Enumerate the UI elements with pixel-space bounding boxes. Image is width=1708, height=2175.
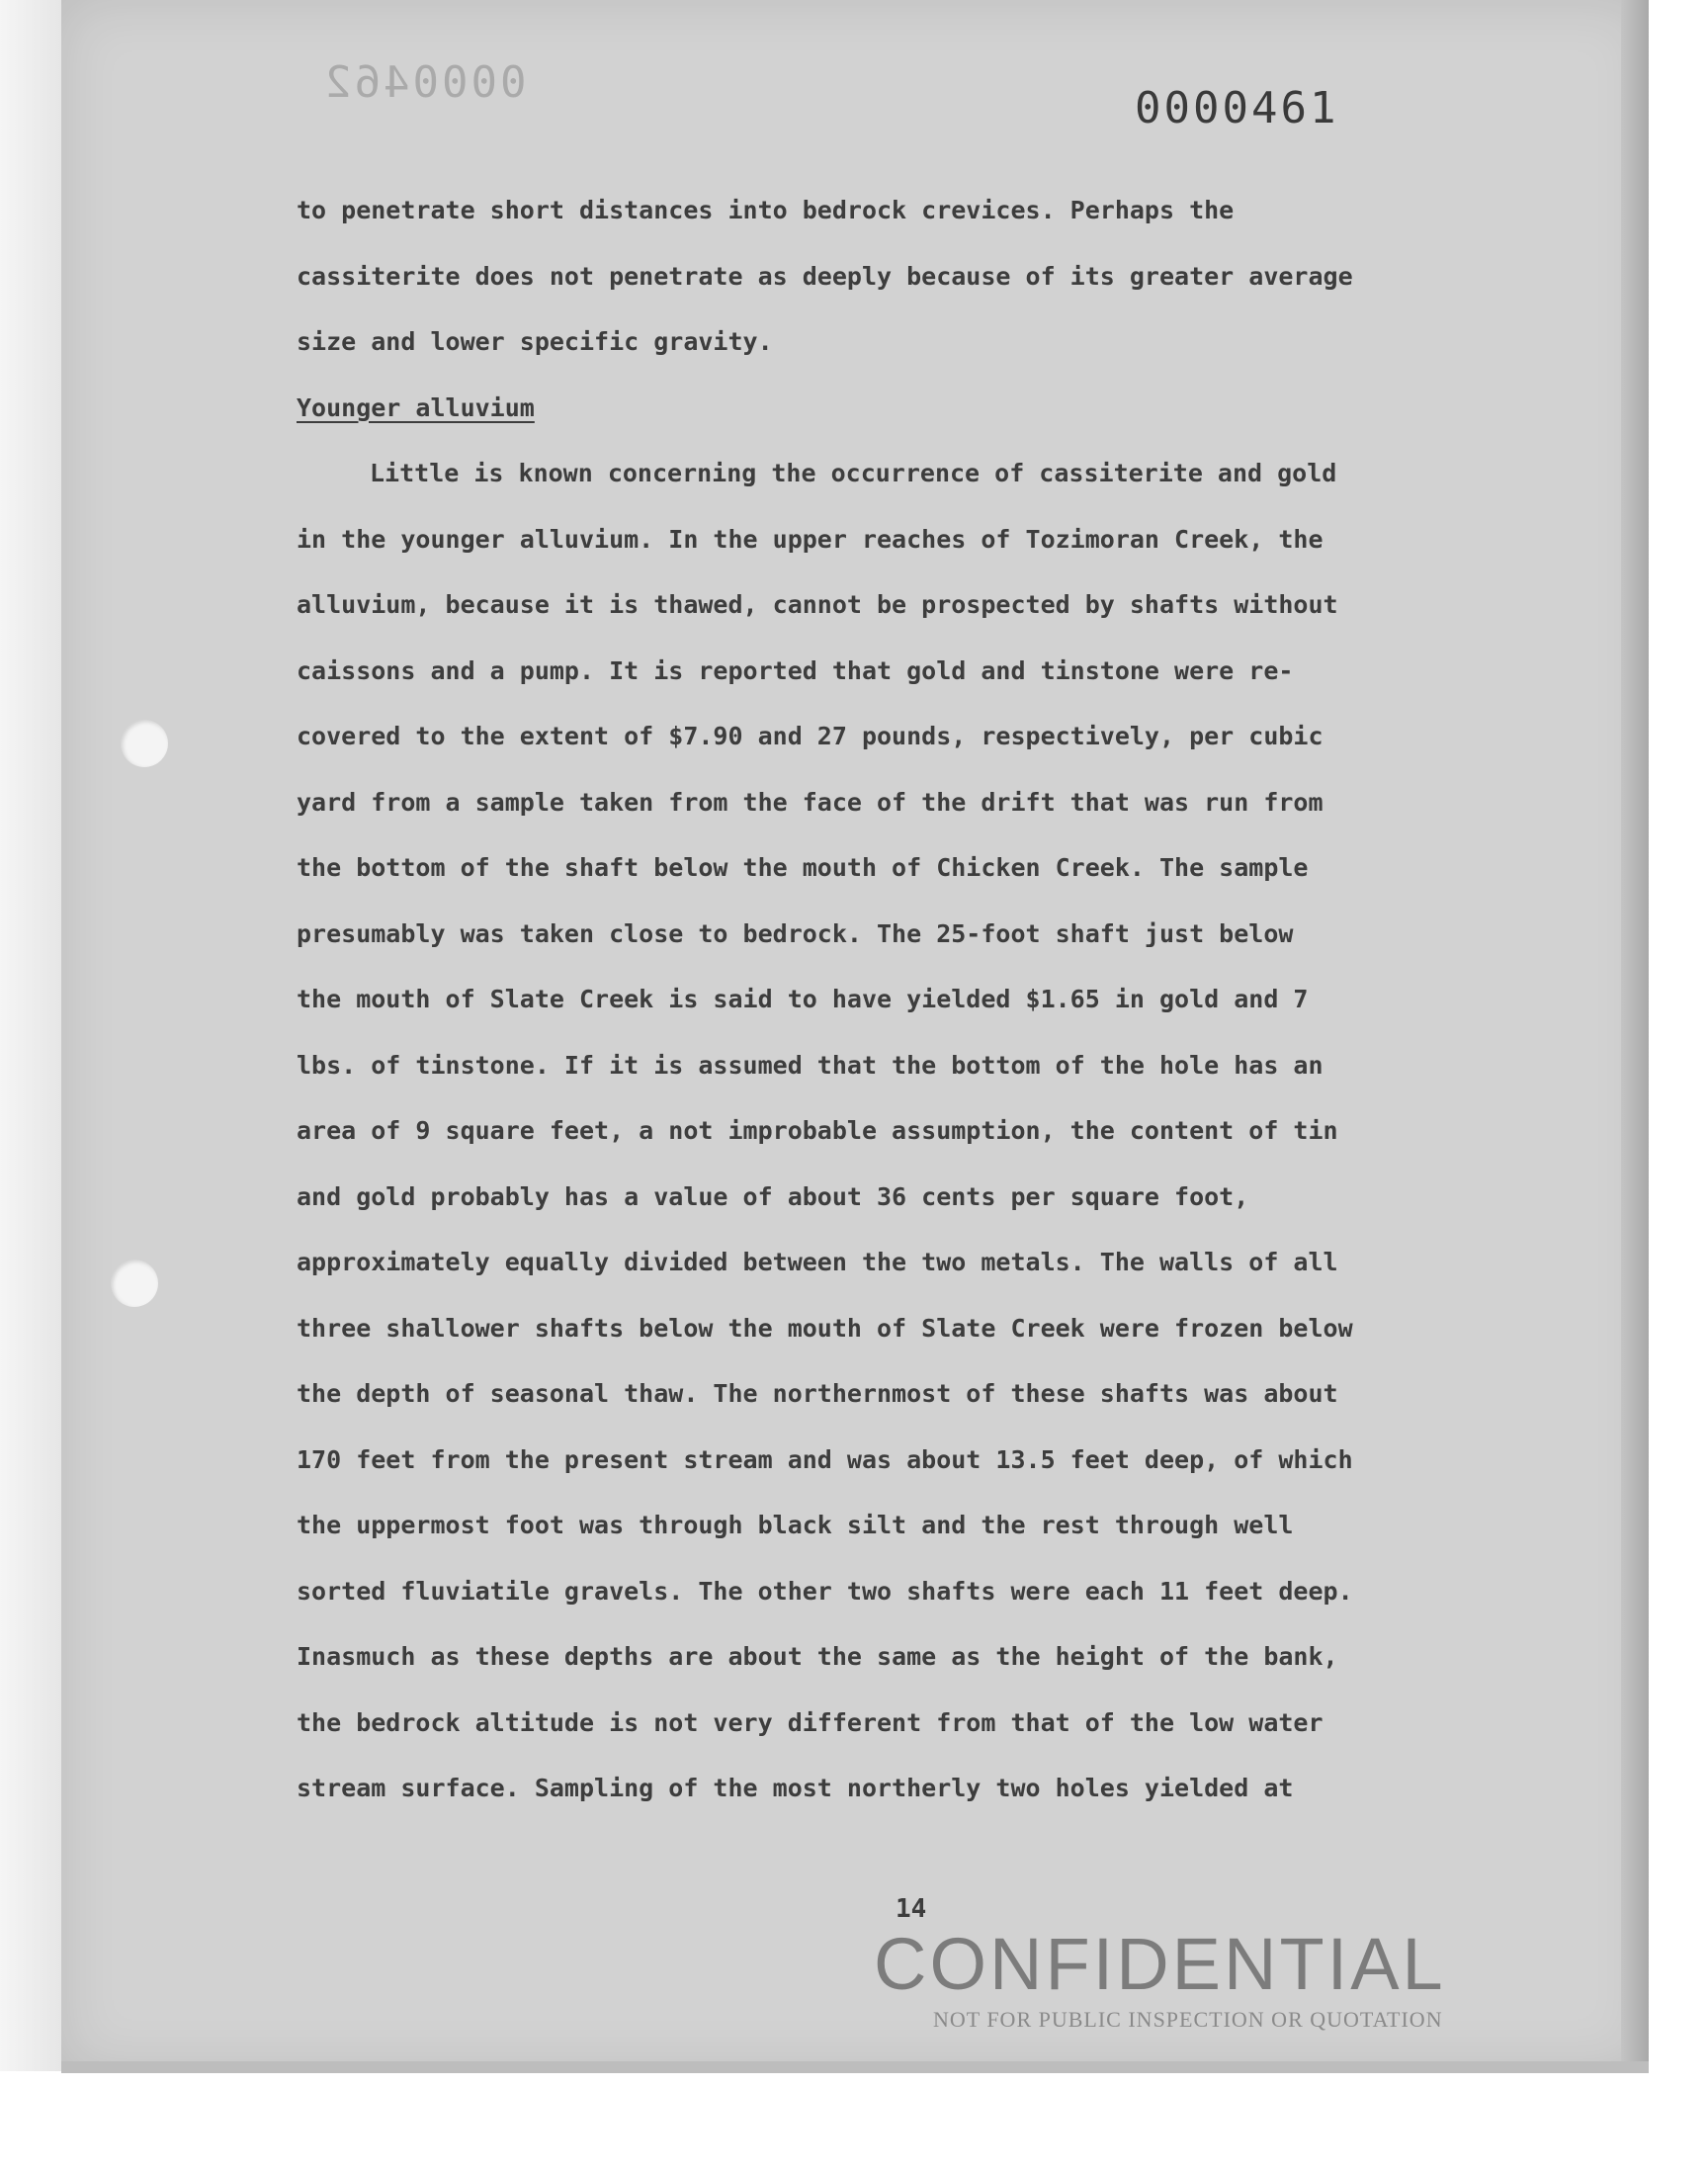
section-heading: Younger alluvium — [297, 392, 535, 422]
text-line: the bottom of the shaft below the mouth of Chicken Creek. The sample — [297, 853, 1309, 882]
confidential-stamp: CONFIDENTIAL — [874, 1923, 1446, 2005]
text-line: Little is known concerning the occurrence of cassiterite and gold — [370, 459, 1337, 487]
text-line: the mouth of Slate Creek is said to have yielded $1.65 in gold and 7 — [297, 985, 1309, 1013]
text-line: the bedrock altitude is not very different from that of the low water — [297, 1707, 1324, 1737]
document-number: 0000461 — [1135, 83, 1339, 133]
punch-hole-upper — [121, 720, 168, 767]
text-line: covered to the extent of $7.90 and 27 pounds, respectively, per cubic — [297, 722, 1324, 750]
punch-hole-lower — [111, 1260, 158, 1307]
page-number: 14 — [896, 1894, 927, 1924]
text-line: approximately equally divided between the two metals. The walls of all — [297, 1248, 1338, 1276]
text-line: alluvium, because it is thawed, cannot be prospected by shafts without — [297, 590, 1338, 619]
confidential-stamp-subtitle: NOT FOR PUBLIC INSPECTION OR QUOTATION — [933, 2007, 1443, 2032]
text-line: area of 9 square feet, a not improbable assumption, the content of tin — [297, 1116, 1338, 1145]
text-line: 170 feet from the present stream and was about 13.5 feet deep, of which — [297, 1444, 1353, 1474]
text-line: caissons and a pump. It is reported that gold and tinstone were re- — [297, 655, 1294, 685]
text-line: size and lower specific gravity. — [297, 327, 773, 356]
paper-bottom-edge — [61, 2061, 1649, 2073]
text-line: the depth of seasonal thaw. The northernmost of these shafts was about — [297, 1379, 1338, 1408]
text-line: Inasmuch as these depths are about the same as the height of the bank, — [297, 1642, 1338, 1671]
text-line: to penetrate short distances into bedrock crevices. Perhaps the — [297, 196, 1235, 224]
text-line: sorted fluviatile gravels. The other two shafts were each 11 feet deep. — [297, 1576, 1353, 1606]
bleed-through-stamp: 0000462 — [322, 57, 527, 108]
text-line: and gold probably has a value of about 36 cents per square foot, — [297, 1181, 1249, 1211]
text-line: three shallower shafts below the mouth of Slate Creek were frozen below — [297, 1313, 1353, 1343]
text-line: in the younger alluvium. In the upper reaches of Tozimoran Creek, the — [297, 524, 1324, 554]
scanner-margin — [0, 0, 61, 2071]
body-text — [297, 178, 1483, 1822]
text-line: the uppermost foot was through black silt and the rest through well — [297, 1511, 1294, 1539]
text-line: stream surface. Sampling of the most northerly two holes yielded at — [297, 1774, 1294, 1802]
text-line: yard from a sample taken from the face of the drift that was run from — [297, 787, 1324, 817]
text-line: presumably was taken close to bedrock. The 25-foot shaft just below — [297, 918, 1294, 948]
paper-edge-shadow — [1621, 0, 1649, 2071]
text-line: lbs. of tinstone. If it is assumed that the bottom of the hole has an — [297, 1050, 1324, 1080]
text-line: cassiterite does not penetrate as deeply because of its greater average — [297, 261, 1353, 291]
